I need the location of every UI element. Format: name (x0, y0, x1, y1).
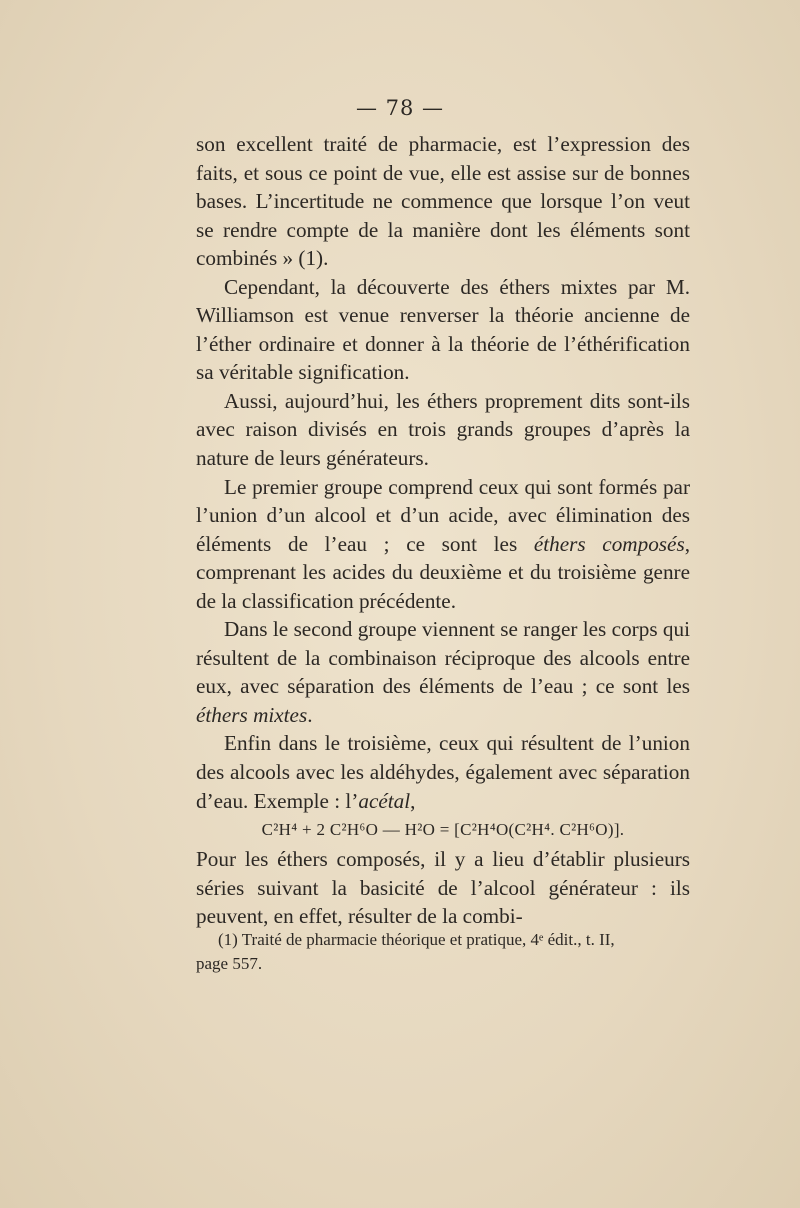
paragraph-4-text: Le premier groupe comprend ceux qui sont formés par l’union d’un alcool et d’un acide, avec élimination des éléments de l’eau ; ce sont les (196, 474, 690, 556)
paragraph-1: son excellent traité de pharmacie, est l’expression des faits, et sous ce point de vue, elle est assise sur de bonnes bases. L’incertitude ne commence que lorsque l’on veut se rendre compte de la manière dont les éléments sont combinés » (1). (196, 132, 690, 271)
footnote (196, 928, 690, 976)
paragraph-6 (196, 729, 690, 815)
page-number: — 78 — (355, 96, 445, 120)
paragraph-6-text: Enfin dans le troisième, ceux qui résultent de l’union des alcools avec les aldéhydes, également avec séparation d’eau. Exemple : l’ (196, 731, 690, 813)
paragraph-6-tail: , (410, 788, 416, 813)
paragraph-4 (196, 473, 690, 616)
paragraph-5 (196, 615, 690, 729)
term-ethers-mixtes: éthers mixtes (196, 702, 308, 727)
paragraph-7: Pour les éthers composés, il y a lieu d’établir plusieurs séries suivant la basicité de l’alcool générateur : ils peuvent, en effet, résulter de la combi- (196, 847, 690, 929)
paragraph-5-tail: . (307, 702, 313, 727)
paragraph-2: Cependant, la découverte des éthers mixtes par M. Williamson est venue renverser la théorie ancienne de l’éther ordinaire et donner à la théorie de l’éthérification sa véritable signification. (196, 274, 690, 385)
paragraph-5-text: Dans le second groupe viennent se ranger les corps qui résultent de la combinaison réciproque des alcools entre eux, avec séparation des éléments de l’eau ; ce sont les (196, 617, 690, 699)
paragraph-4-tail: , comprenant les acides du deuxième et du troisième genre de la classification précédente. (196, 531, 690, 613)
paragraph-3: Aussi, aujourd’hui, les éthers proprement dits sont-ils avec raison divisés en trois grands groupes d’après la nature de leurs générateurs. (196, 388, 690, 471)
term-acetal: acétal (358, 788, 411, 813)
chemical-formula: C²H⁴ + 2 C²H⁶O — H²O = [C²H⁴O(C²H⁴. C²H⁶O)]. (261, 820, 625, 840)
footnote-line-1: (1) Traité de pharmacie théorique et pratique, 4ᵉ édit., t. II, (218, 930, 615, 949)
footnote-line-2: page 557. (196, 954, 263, 973)
body-text (196, 130, 690, 931)
term-ethers-composes: éthers composés (533, 531, 685, 556)
